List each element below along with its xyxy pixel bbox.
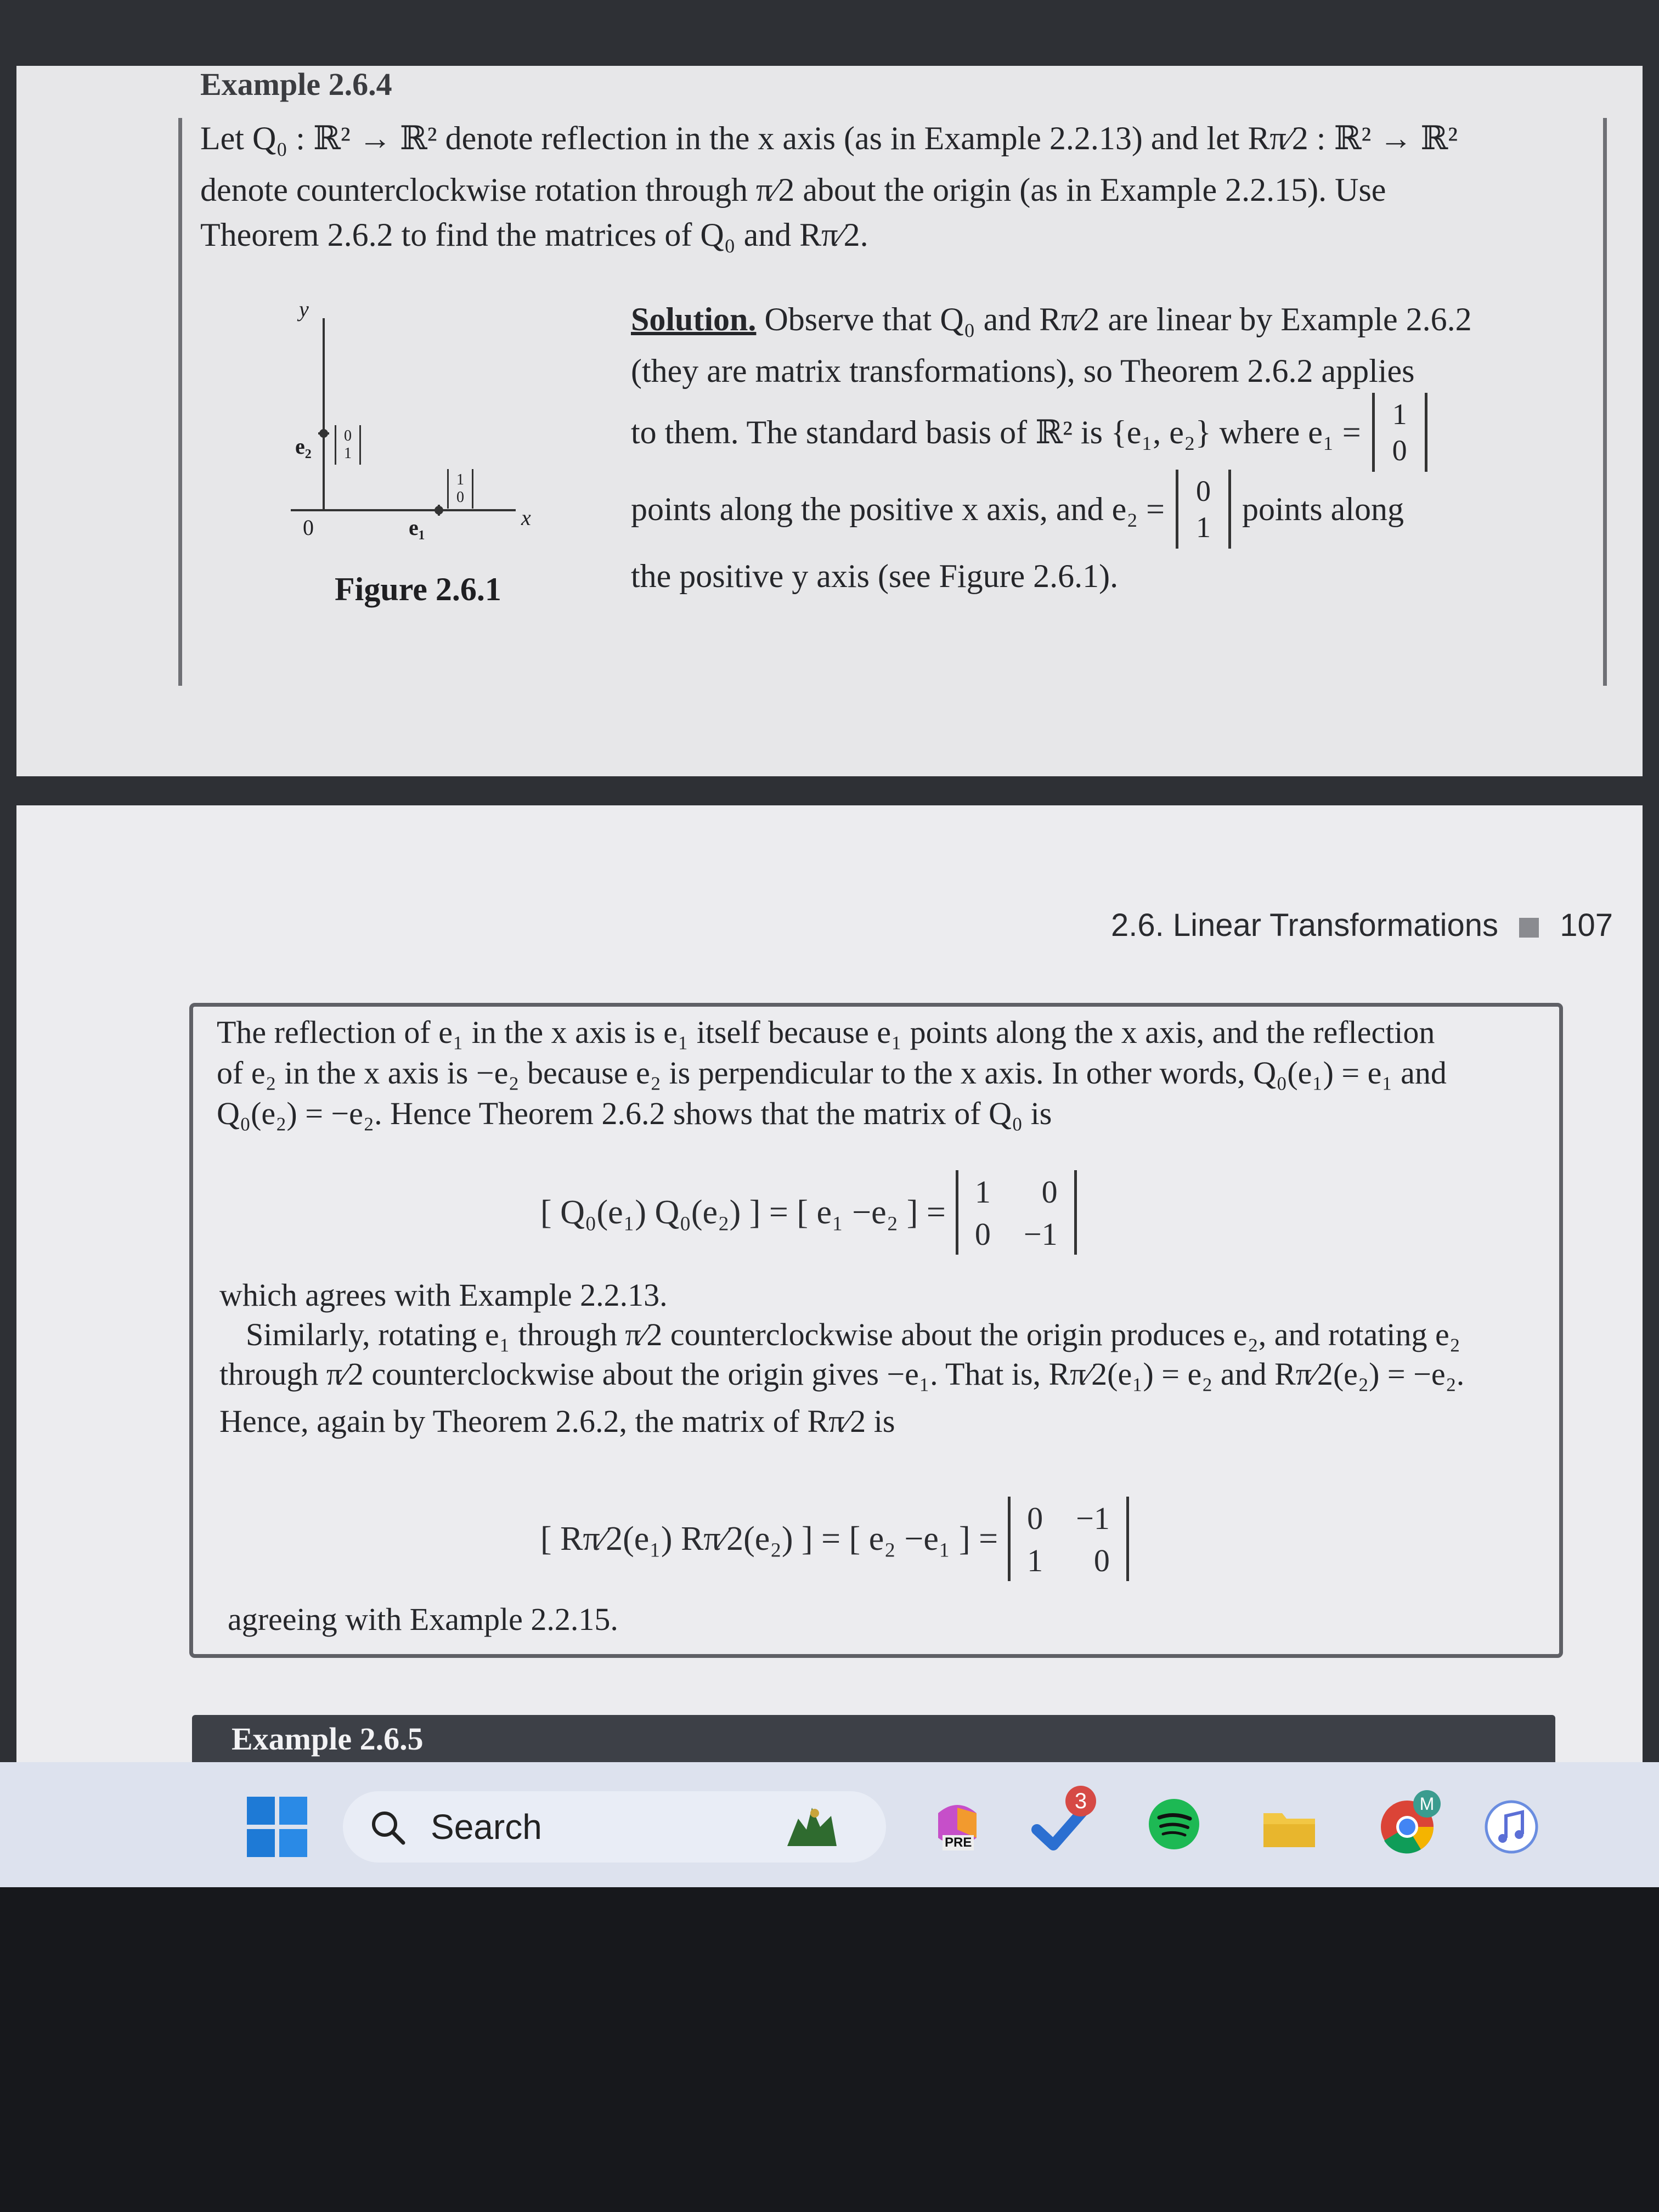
- p2-line-3: through π⁄2 counterclockwise about the origin gives −e₁. That is, Rπ⁄2(e₁) = e₂ and Rπ⁄2(e₂) = −e₂.: [219, 1356, 1465, 1392]
- microsoft-365-icon[interactable]: [927, 1797, 988, 1857]
- e2-vec-top: 0: [344, 427, 352, 444]
- e2-matrix-bottom: 1: [1195, 511, 1211, 544]
- y-axis-label: y: [299, 297, 309, 321]
- section-header: [1111, 907, 1613, 944]
- solution-line-1: [631, 294, 1575, 345]
- q0-m22: −1: [1023, 1216, 1058, 1252]
- q0-matrix-grid: [975, 1173, 1058, 1252]
- dragon-widget-icon[interactable]: [782, 1797, 842, 1857]
- solution-line-4: [631, 468, 1575, 550]
- start-tile: [279, 1829, 307, 1857]
- start-tile: [247, 1797, 275, 1825]
- profile-badge: M: [1413, 1790, 1441, 1818]
- r-matrix: [1008, 1497, 1129, 1581]
- q0-m21: 0: [974, 1216, 991, 1252]
- q0-matrix: [956, 1170, 1077, 1255]
- e1-matrix-bottom: 0: [1392, 434, 1407, 467]
- start-tile: [279, 1797, 307, 1825]
- p2-line-4: Hence, again by Theorem 2.6.2, the matrix of Rπ⁄2 is: [219, 1403, 895, 1439]
- solution-line-5: the positive y axis (see Figure 2.6.1).: [631, 558, 1119, 594]
- e2-matrix-top: 0: [1195, 475, 1211, 507]
- figure-2-6-1: [258, 285, 565, 625]
- continuation-paragraph-2: [219, 1276, 1558, 1441]
- p2-line-2: Similarly, rotating e₁ through π⁄2 counterclockwise about the origin produces e₂, and rotating e₂: [246, 1317, 1460, 1352]
- e1-matrix-top: 1: [1392, 398, 1407, 431]
- e1-vector: [447, 469, 473, 509]
- e2-vector: [335, 425, 361, 465]
- solution-line-1-text: Observe that Q₀ and Rπ⁄2 are linear by Example 2.6.2: [756, 301, 1472, 337]
- solution-line-3-text: to them. The standard basis of ℝ² is {e₁, e₂} where e₁ =: [631, 414, 1361, 450]
- e2-vec-bottom: 1: [344, 445, 352, 462]
- m365-label: PRE: [943, 1835, 974, 1850]
- solution-label: Solution.: [631, 301, 757, 337]
- x-axis-label: x: [521, 505, 531, 530]
- search-icon: [368, 1808, 409, 1848]
- solution-text: [631, 294, 1575, 602]
- solution-line-2: (they are matrix transformations), so Theorem 2.6.2 applies: [631, 353, 1415, 389]
- e2-label: e₂: [295, 434, 312, 459]
- eq1-lhs: [ Q₀(e₁) Q₀(e₂) ] = [ e₁ −e₂ ] =: [540, 1193, 946, 1231]
- search-placeholder: Search: [431, 1807, 542, 1847]
- page-number: 107: [1560, 907, 1613, 943]
- example-statement: [200, 112, 1627, 261]
- laptop-bezel: [0, 1887, 1659, 2212]
- r-m12: −1: [1076, 1500, 1110, 1536]
- p2-line-1: which agrees with Example 2.2.13.: [219, 1277, 668, 1313]
- r-m21: 1: [1027, 1543, 1043, 1578]
- file-explorer-icon[interactable]: [1259, 1797, 1319, 1857]
- example-title: Example 2.6.4: [200, 66, 392, 102]
- eq2-lhs: [ Rπ⁄2(e₁) Rπ⁄2(e₂) ] = [ e₂ −e₁ ] =: [540, 1520, 998, 1558]
- next-example-bar: [192, 1715, 1555, 1768]
- section-title: 2.6. Linear Transformations: [1111, 907, 1499, 943]
- windows-start-icon[interactable]: [247, 1797, 307, 1857]
- p1-line-1: The reflection of e₁ in the x axis is e₁ itself because e₁ points along the x axis, and the reflection: [217, 1014, 1435, 1050]
- spotify-icon[interactable]: [1144, 1797, 1204, 1857]
- e1-label: e₁: [409, 515, 425, 540]
- e1-vec-top: 1: [456, 471, 464, 488]
- solution-line-4b: points along: [1242, 491, 1404, 527]
- q0-m12: 0: [1041, 1174, 1058, 1210]
- start-tile: [247, 1829, 275, 1857]
- figure-caption: Figure 2.6.1: [335, 571, 501, 607]
- e1-vec-bottom: 0: [456, 489, 464, 506]
- itunes-icon[interactable]: [1481, 1797, 1542, 1857]
- next-example-title: Example 2.6.5: [232, 1721, 424, 1757]
- equation-r-matrix: [540, 1495, 1129, 1583]
- todo-icon[interactable]: [1031, 1789, 1092, 1857]
- equation-q0-matrix: [540, 1169, 1077, 1256]
- r-matrix-grid: [1027, 1500, 1110, 1579]
- solution-line-3: [631, 397, 1575, 468]
- statement-line-1: Let Q₀ : ℝ² → ℝ² denote reflection in the x axis (as in Example 2.2.13) and let Rπ⁄2 : ℝ² → ℝ²: [200, 120, 1458, 156]
- origin-label: 0: [303, 515, 314, 540]
- r-m22: 0: [1093, 1543, 1110, 1578]
- e1-column-matrix: [1372, 393, 1427, 472]
- p1-line-3: Q₀(e₂) = −e₂. Hence Theorem 2.6.2 shows that the matrix of Q₀ is: [217, 1096, 1052, 1131]
- q0-m11: 1: [974, 1174, 991, 1210]
- p1-line-2: of e₂ in the x axis is −e₂ because e₂ is perpendicular to the x axis. In other words, Q₀(e₁) = e₁ and: [217, 1055, 1447, 1091]
- r-m11: 0: [1027, 1500, 1043, 1536]
- continuation-paragraph-1: [217, 1012, 1555, 1134]
- notification-badge: 3: [1065, 1786, 1096, 1816]
- e2-column-matrix: [1176, 470, 1231, 549]
- continuation-paragraph-3: agreeing with Example 2.2.15.: [228, 1601, 618, 1637]
- chrome-icon[interactable]: [1377, 1794, 1437, 1857]
- pdf-page-top: [16, 66, 1643, 776]
- statement-line-3: Theorem 2.6.2 to find the matrices of Q₀ and Rπ⁄2.: [200, 217, 868, 253]
- solution-line-4a: points along the positive x axis, and e₂ =: [631, 491, 1165, 527]
- header-square-icon: [1519, 918, 1539, 938]
- statement-line-2: denote counterclockwise rotation through π⁄2 about the origin (as in Example 2.2.15). Use: [200, 172, 1386, 208]
